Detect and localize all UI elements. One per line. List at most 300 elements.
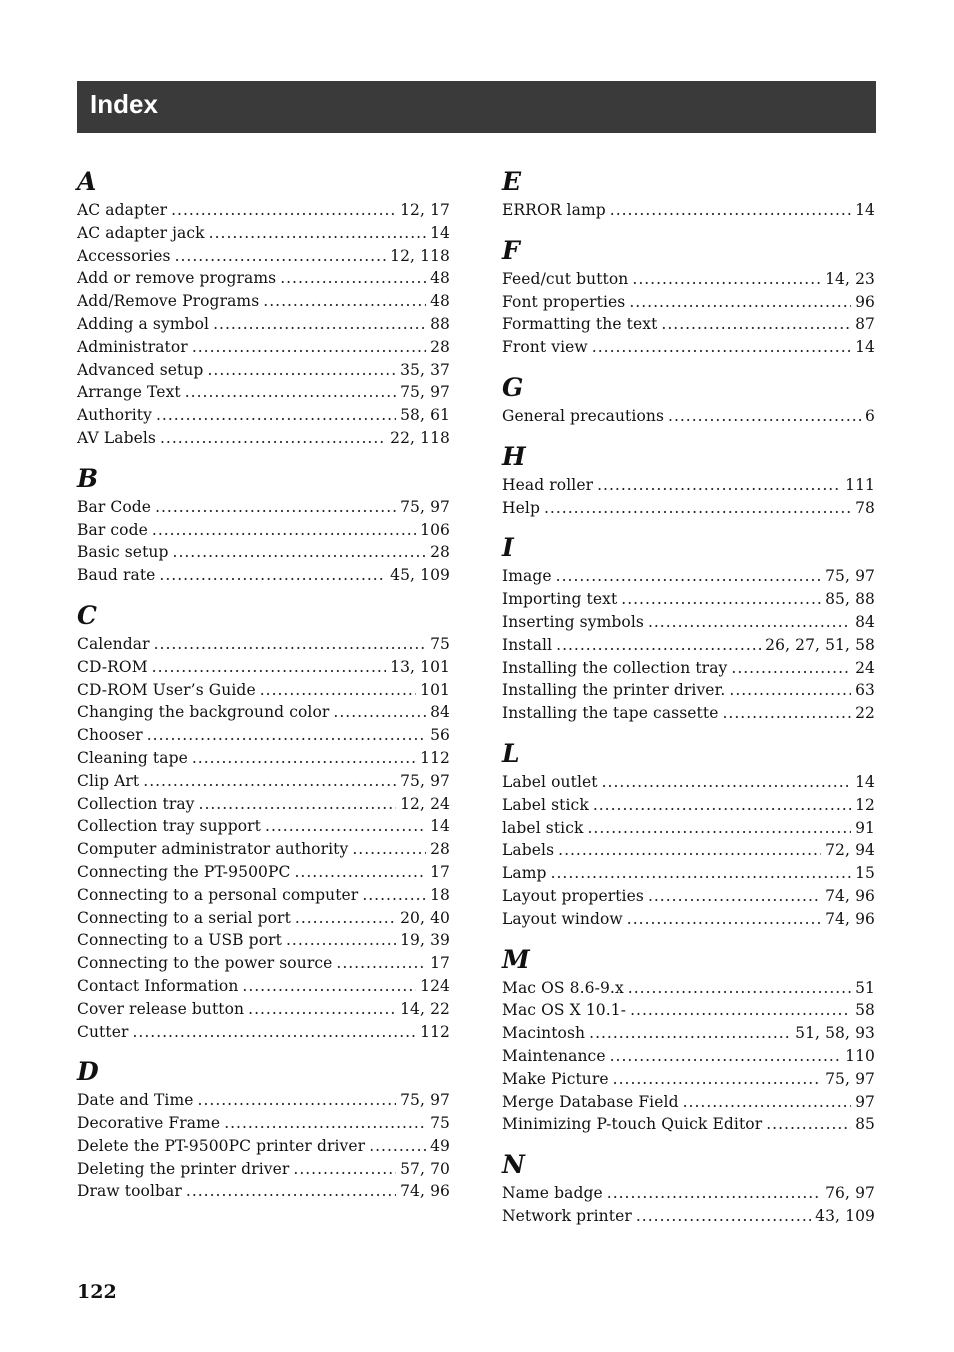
index-term: Baud rate: [77, 566, 156, 585]
index-entry: [502, 1045, 875, 1068]
index-pages: 12, 118: [390, 246, 450, 265]
index-pages: 51, 58, 93: [795, 1024, 875, 1043]
index-entry: [502, 611, 875, 634]
index-term: Delete the PT-9500PC printer driver: [77, 1136, 366, 1155]
index-section: [502, 1148, 875, 1228]
index-entry: [502, 336, 875, 359]
index-pages: 48: [430, 269, 450, 288]
index-pages: 75, 97: [825, 1069, 875, 1088]
index-term: Layout window: [502, 909, 623, 928]
index-entry: [77, 770, 450, 793]
dot-leader: [286, 929, 396, 952]
index-term: Arrange Text: [77, 383, 181, 402]
index-pages: 35, 37: [400, 360, 450, 379]
dot-leader: [265, 815, 426, 838]
index-term: Minimizing P-touch Quick Editor: [502, 1115, 763, 1134]
dot-leader: [722, 702, 851, 725]
index-term: Image: [502, 567, 552, 586]
dot-leader: [636, 1205, 811, 1228]
dot-leader: [213, 313, 426, 336]
dot-leader: [152, 656, 386, 679]
index-term: Label outlet: [502, 772, 598, 791]
dot-leader: [610, 1045, 841, 1068]
index-entry: [502, 1113, 875, 1136]
index-pages: 6: [865, 406, 875, 425]
dot-leader: [613, 1068, 821, 1091]
index-entry: [77, 381, 450, 404]
page-number: 122: [77, 1281, 117, 1303]
index-term: General precautions: [502, 406, 665, 425]
index-section: [502, 234, 875, 359]
index-term: Help: [502, 498, 540, 517]
index-term: Administrator: [77, 337, 188, 356]
index-entry: [502, 679, 875, 702]
index-entry: [77, 884, 450, 907]
index-term: Label stick: [502, 795, 589, 814]
index-entry: [502, 497, 875, 520]
index-pages: 84: [855, 612, 875, 631]
index-entry: [77, 427, 450, 450]
section-letter: H: [502, 441, 526, 471]
dot-leader: [629, 291, 851, 314]
index-term: Labels: [502, 841, 555, 860]
index-pages: 28: [430, 840, 450, 859]
section-letter: G: [502, 372, 524, 402]
index-term: Mac OS X 10.1-: [502, 1001, 627, 1020]
index-entry: [77, 679, 450, 702]
index-entry: [77, 1089, 450, 1112]
index-entry: [77, 701, 450, 724]
section-letter: D: [77, 1057, 99, 1087]
index-section: [502, 737, 875, 931]
index-entry: [77, 747, 450, 770]
index-pages: 12, 17: [400, 201, 450, 219]
index-term: Bar code: [77, 520, 148, 539]
index-entry: [77, 359, 450, 382]
index-term: Cleaning tape: [77, 748, 188, 767]
index-pages: 112: [420, 1022, 450, 1041]
dot-leader: [588, 817, 852, 840]
index-term: Date and Time: [77, 1091, 194, 1110]
index-section: [77, 462, 450, 587]
dot-leader: [766, 1113, 851, 1136]
index-entry: [502, 1205, 875, 1228]
index-pages: 48: [430, 292, 450, 311]
index-term: Collection tray support: [77, 817, 262, 836]
index-term: Draw toolbar: [77, 1182, 182, 1201]
index-term: Layout properties: [502, 886, 644, 905]
index-term: Font properties: [502, 292, 626, 311]
dot-leader: [333, 701, 426, 724]
index-pages: 85, 88: [825, 590, 875, 609]
dot-leader: [159, 564, 386, 587]
index-pages: 14, 22: [400, 999, 450, 1018]
index-entry: [502, 268, 875, 291]
dot-leader: [295, 907, 396, 930]
dot-leader: [627, 908, 821, 931]
index-entry: [502, 1091, 875, 1114]
index-entry: [77, 633, 450, 656]
index-term: Installing the tape cassette: [502, 704, 719, 723]
index-pages: 75: [430, 1114, 450, 1133]
index-pages: 28: [430, 337, 450, 356]
index-pages: 97: [855, 1092, 875, 1111]
index-term: Chooser: [77, 726, 143, 745]
dot-leader: [621, 588, 821, 611]
section-letter: B: [77, 463, 99, 493]
index-pages: 12: [855, 795, 875, 814]
dot-leader: [192, 747, 416, 770]
index-pages: 112: [420, 748, 450, 767]
index-term: Accessories: [77, 246, 171, 265]
dot-leader: [592, 336, 851, 359]
index-term: Install: [502, 635, 553, 654]
dot-leader: [731, 657, 851, 680]
section-letter: M: [502, 944, 530, 974]
index-term: Decorative Frame: [77, 1114, 221, 1133]
section-letter: E: [502, 167, 522, 196]
section-letter: A: [77, 167, 97, 196]
index-term: Make Picture: [502, 1069, 609, 1088]
index-pages: 14, 23: [825, 269, 875, 288]
index-entry: [502, 885, 875, 908]
index-entry: [77, 313, 450, 336]
index-entry: [502, 794, 875, 817]
index-term: Add/Remove Programs: [77, 292, 260, 311]
index-column-left: [77, 165, 450, 1215]
index-pages: 22, 118: [390, 428, 450, 447]
index-entry: [77, 245, 450, 268]
index-pages: 17: [430, 862, 450, 881]
index-term: CD-ROM: [77, 657, 148, 676]
dot-leader: [336, 952, 426, 975]
section-letter: L: [502, 738, 520, 768]
section-letter: F: [502, 235, 520, 265]
index-entry: [77, 1135, 450, 1158]
index-entry: [77, 907, 450, 930]
index-term: Macintosh: [502, 1024, 586, 1043]
index-section: [502, 531, 875, 725]
dot-leader: [132, 1021, 416, 1044]
dot-leader: [294, 861, 426, 884]
dot-leader: [661, 313, 851, 336]
dot-leader: [207, 359, 396, 382]
index-term: Connecting to a serial port: [77, 908, 291, 927]
index-pages: 106: [420, 520, 450, 539]
index-entry: [77, 404, 450, 427]
index-pages: 74, 96: [400, 1182, 450, 1201]
dot-leader: [147, 724, 426, 747]
index-entry: [77, 267, 450, 290]
dot-leader: [248, 998, 396, 1021]
index-pages: 14: [855, 772, 875, 791]
index-entry: [502, 908, 875, 931]
dot-leader: [198, 1089, 397, 1112]
dot-leader: [192, 336, 426, 359]
index-section: [502, 943, 875, 1137]
dot-leader: [556, 565, 821, 588]
index-term: Cover release button: [77, 999, 245, 1018]
index-term: Lamp: [502, 864, 547, 883]
index-entry: [77, 975, 450, 998]
index-pages: 17: [430, 954, 450, 973]
index-entry: [77, 199, 450, 222]
index-term: Clip Art: [77, 771, 140, 790]
index-pages: 101: [420, 680, 450, 699]
index-entry: [502, 199, 875, 222]
dot-leader: [729, 679, 851, 702]
dot-leader: [556, 634, 761, 657]
dot-leader: [242, 975, 416, 998]
index-entry: [502, 1022, 875, 1045]
index-pages: 43, 109: [815, 1206, 875, 1225]
index-pages: 75, 97: [400, 1091, 450, 1110]
index-term: Installing the collection tray: [502, 658, 728, 677]
index-pages: 91: [855, 818, 875, 837]
dot-leader: [186, 1180, 396, 1203]
index-term: label stick: [502, 818, 584, 837]
index-pages: 72, 94: [825, 841, 875, 860]
index-pages: 96: [855, 292, 875, 311]
index-entry: [77, 290, 450, 313]
dot-leader: [224, 1112, 426, 1135]
index-entry: [77, 1021, 450, 1044]
index-pages: 56: [430, 726, 450, 745]
index-pages: 58: [855, 1001, 875, 1020]
index-entry: [77, 541, 450, 564]
index-entry: [502, 657, 875, 680]
index-term: Computer administrator authority: [77, 840, 349, 859]
index-term: Bar Code: [77, 497, 152, 516]
index-term: Network printer: [502, 1206, 632, 1225]
index-entry: [502, 313, 875, 336]
section-letter: C: [77, 600, 97, 630]
index-entry: [502, 702, 875, 725]
index-entry: [77, 815, 450, 838]
index-entry: [502, 999, 875, 1022]
index-entry: [77, 929, 450, 952]
dot-leader: [160, 427, 386, 450]
dot-leader: [362, 884, 426, 907]
index-section: [77, 599, 450, 1043]
dot-leader: [154, 633, 426, 656]
index-term: Cutter: [77, 1022, 129, 1041]
index-pages: 22: [855, 704, 875, 723]
dot-leader: [632, 268, 821, 291]
index-pages: 57, 70: [400, 1159, 450, 1178]
index-entry: [502, 839, 875, 862]
index-term: Installing the printer driver.: [502, 681, 726, 700]
dot-leader: [143, 770, 396, 793]
index-term: AC adapter: [77, 201, 168, 219]
index-entry: [77, 519, 450, 542]
index-pages: 49: [430, 1136, 450, 1155]
index-term: Feed/cut button: [502, 269, 629, 288]
index-section: [502, 440, 875, 520]
index-entry: [77, 336, 450, 359]
index-term: ERROR lamp: [502, 201, 606, 219]
dot-leader: [597, 474, 841, 497]
dot-leader: [155, 496, 396, 519]
index-entry: [77, 838, 450, 861]
index-pages: 124: [420, 976, 450, 995]
dot-leader: [260, 679, 416, 702]
dot-leader: [551, 862, 852, 885]
dot-leader: [602, 771, 851, 794]
index-term: Add or remove programs: [77, 269, 277, 288]
index-pages: 58, 61: [400, 406, 450, 425]
index-entry: [502, 977, 875, 1000]
index-pages: 63: [855, 681, 875, 700]
index-entry: [502, 565, 875, 588]
index-pages: 14: [430, 223, 450, 242]
index-section: [502, 165, 875, 222]
index-pages: 75, 97: [400, 383, 450, 402]
index-term: Name badge: [502, 1184, 603, 1203]
index-term: Importing text: [502, 590, 618, 609]
dot-leader: [369, 1135, 426, 1158]
index-pages: 88: [430, 314, 450, 333]
index-pages: 14: [855, 201, 875, 219]
index-entry: [77, 656, 450, 679]
index-pages: 18: [430, 885, 450, 904]
dot-leader: [593, 794, 851, 817]
index-pages: 51: [855, 978, 875, 997]
index-pages: 78: [855, 498, 875, 517]
index-pages: 75, 97: [400, 497, 450, 516]
index-term: Authority: [77, 406, 152, 425]
index-entry: [502, 1182, 875, 1205]
index-section: [77, 165, 450, 450]
index-pages: 75, 97: [400, 771, 450, 790]
index-pages: 76, 97: [825, 1184, 875, 1203]
index-pages: 24: [855, 658, 875, 677]
index-term: AV Labels: [77, 428, 156, 447]
index-term: Connecting to a personal computer: [77, 885, 359, 904]
index-term: Contact Information: [77, 976, 239, 995]
index-pages: 75, 97: [825, 567, 875, 586]
index-entry: [77, 861, 450, 884]
dot-leader: [199, 793, 397, 816]
section-letter: N: [502, 1150, 525, 1180]
page-title: Index: [90, 89, 158, 119]
index-pages: 12, 24: [400, 794, 450, 813]
index-entry: [502, 862, 875, 885]
index-entry: [502, 817, 875, 840]
index-pages: 85: [855, 1115, 875, 1134]
index-term: Connecting the PT-9500PC: [77, 862, 291, 881]
index-entry: [502, 771, 875, 794]
index-pages: 19, 39: [400, 931, 450, 950]
dot-leader: [171, 199, 396, 222]
dot-leader: [263, 290, 426, 313]
index-entry: [77, 724, 450, 747]
index-pages: 111: [845, 475, 875, 494]
index-pages: 75: [430, 634, 450, 653]
index-pages: 87: [855, 315, 875, 334]
dot-leader: [589, 1022, 791, 1045]
index-term: Formatting the text: [502, 315, 658, 334]
index-entry: [502, 291, 875, 314]
index-pages: 15: [855, 864, 875, 883]
index-entry: [77, 793, 450, 816]
index-header: [77, 81, 876, 133]
index-entry: [77, 496, 450, 519]
index-term: Basic setup: [77, 543, 169, 562]
index-term: Adding a symbol: [77, 314, 210, 333]
index-entry: [77, 564, 450, 587]
dot-leader: [280, 267, 426, 290]
dot-leader: [173, 541, 427, 564]
index-term: Connecting to a USB port: [77, 931, 282, 950]
index-term: Maintenance: [502, 1046, 606, 1065]
index-entry: [502, 405, 875, 428]
index-term: Connecting to the power source: [77, 954, 333, 973]
index-term: Merge Database Field: [502, 1092, 679, 1111]
index-term: Deleting the printer driver: [77, 1159, 290, 1178]
index-entry: [77, 1180, 450, 1203]
index-section: [502, 371, 875, 428]
dot-leader: [156, 404, 396, 427]
index-pages: 14: [430, 817, 450, 836]
index-pages: 14: [855, 338, 875, 357]
index-entry: [77, 952, 450, 975]
dot-leader: [175, 245, 387, 268]
index-entry: [77, 998, 450, 1021]
index-term: Collection tray: [77, 794, 195, 813]
index-pages: 28: [430, 543, 450, 562]
index-term: CD-ROM User’s Guide: [77, 680, 256, 699]
index-entry: [502, 474, 875, 497]
index-entry: [77, 1158, 450, 1181]
index-pages: 26, 27, 51, 58: [765, 635, 875, 654]
index-entry: [77, 1112, 450, 1135]
index-entry: [502, 588, 875, 611]
dot-leader: [209, 222, 426, 245]
index-pages: 74, 96: [825, 909, 875, 928]
index-entry: [77, 222, 450, 245]
dot-leader: [558, 839, 821, 862]
index-term: Front view: [502, 338, 588, 357]
index-term: Head roller: [502, 475, 594, 494]
index-term: Mac OS 8.6-9.x: [502, 978, 624, 997]
index-term: Inserting symbols: [502, 612, 644, 631]
index-term: AC adapter jack: [77, 223, 205, 242]
index-section: [77, 1055, 450, 1203]
index-pages: 84: [430, 703, 450, 722]
dot-leader: [648, 611, 851, 634]
index-entry: [502, 634, 875, 657]
index-pages: 74, 96: [825, 886, 875, 905]
index-column-right: [502, 165, 875, 1240]
dot-leader: [628, 977, 851, 1000]
index-term: Calendar: [77, 634, 150, 653]
index-pages: 45, 109: [390, 566, 450, 585]
dot-leader: [544, 497, 851, 520]
index-pages: 20, 40: [400, 908, 450, 927]
index-term: Advanced setup: [77, 360, 204, 379]
dot-leader: [152, 519, 416, 542]
index-entry: [502, 1068, 875, 1091]
dot-leader: [607, 1182, 821, 1205]
section-letter: I: [502, 533, 514, 563]
dot-leader: [668, 405, 861, 428]
index-term: Changing the background color: [77, 703, 330, 722]
dot-leader: [610, 199, 851, 222]
dot-leader: [630, 999, 851, 1022]
dot-leader: [648, 885, 821, 908]
index-pages: 13, 101: [390, 657, 450, 676]
